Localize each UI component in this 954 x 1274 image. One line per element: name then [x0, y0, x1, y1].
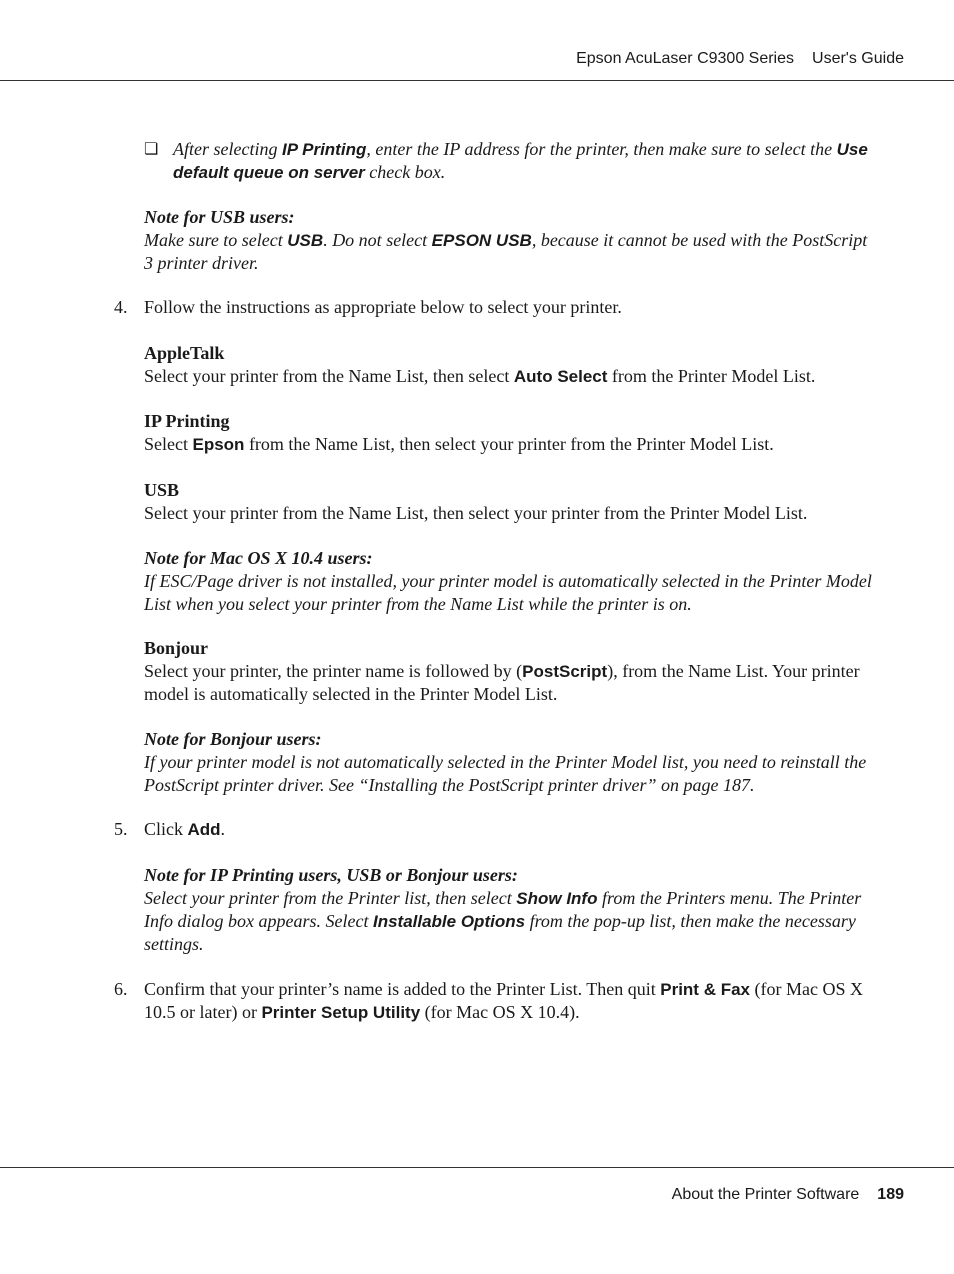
keyword-printer-setup-utility: Printer Setup Utility — [261, 1003, 421, 1022]
step-text-2: . — [220, 819, 226, 839]
section-text-1: Select — [144, 434, 193, 454]
section-body: Select your printer from the Name List, then select your printer from the Printer Model List. — [144, 503, 808, 523]
note-text-2: from the Printers menu. The Printer Info dialog box appears. Select — [144, 888, 862, 931]
section-body — [144, 365, 878, 388]
bullet-text-3: check box. — [364, 162, 446, 182]
section-title: Bonjour — [144, 638, 209, 658]
running-header — [576, 50, 904, 68]
footer-rule — [0, 1167, 954, 1168]
step-6-text — [144, 978, 878, 1024]
running-footer — [672, 1186, 904, 1204]
section-text-1: Select your printer from the Name List, then select — [144, 366, 514, 386]
header-product: Epson AcuLaser C9300 Series — [576, 50, 795, 67]
note-title: Note for IP Printing users, USB or Bonjour users: — [144, 865, 518, 885]
note-ip-usb-bonjour — [144, 864, 878, 956]
note-mac-os-x-10-4 — [144, 547, 878, 616]
section-appletalk — [144, 342, 878, 388]
note-title: Note for Bonjour users: — [144, 729, 322, 749]
keyword-show-info: Show Info — [516, 889, 598, 908]
note-bonjour — [144, 728, 878, 797]
section-bonjour — [144, 637, 878, 706]
step-text-2: (for Mac OS X 10.5 or later) or — [144, 979, 863, 1022]
step-number: 5. — [114, 819, 128, 839]
section-title: IP Printing — [144, 411, 230, 431]
note-text-3: from the pop-up list, then make the necessary settings. — [144, 911, 856, 954]
note-body: If your printer model is not automatically selected in the Printer Model list, you need to reinstall the PostScript printer driver. See “Installing the PostScript printer driver” on page 187. — [144, 752, 867, 795]
keyword-epson: Epson — [192, 435, 245, 454]
keyword-postscript: PostScript — [522, 662, 608, 681]
bullet-keyword-default-queue: Use default queue on server — [173, 140, 868, 182]
section-text-2: from the Printer Model List. — [607, 366, 816, 386]
note-title: Note for Mac OS X 10.4 users: — [144, 548, 373, 568]
note-title: Note for USB users: — [144, 207, 295, 227]
step-4-text: Follow the instructions as appropriate below to select your printer. — [144, 297, 622, 317]
note-body — [144, 887, 878, 956]
header-guide: User's Guide — [812, 50, 904, 67]
note-body — [144, 229, 878, 275]
section-usb — [144, 479, 878, 525]
step-text-1: Confirm that your printer’s name is added to the Printer List. Then quit — [144, 979, 661, 999]
section-text-2: from the Name List, then select your printer from the Printer Model List. — [244, 434, 774, 454]
note-text-1: Select your printer from the Printer list, then select — [144, 888, 517, 908]
section-title: USB — [144, 480, 180, 500]
step-5-text — [144, 818, 878, 841]
step-text-3: (for Mac OS X 10.4). — [420, 1002, 580, 1022]
checkbox-bullet-icon: ❏ — [144, 141, 159, 158]
bullet-text-2: , enter the IP address for the printer, then make sure to select the — [366, 139, 837, 159]
keyword-add: Add — [187, 820, 221, 839]
section-ip-printing — [144, 410, 878, 456]
step-number: 4. — [114, 297, 128, 317]
footer-section: About the Printer Software — [671, 1186, 860, 1203]
keyword-auto-select: Auto Select — [513, 367, 608, 386]
note-usb — [144, 206, 878, 275]
note-text-2: . Do not select — [323, 230, 432, 250]
note-text-1: Make sure to select — [144, 230, 288, 250]
page-number: 189 — [877, 1186, 904, 1203]
note-keyword-usb: USB — [287, 231, 324, 250]
section-body — [144, 660, 878, 706]
keyword-print-fax: Print & Fax — [660, 980, 750, 999]
note-text-3: , because it cannot be used with the PostScript 3 printer driver. — [144, 230, 868, 273]
bullet-ip-printing — [173, 138, 878, 184]
section-title: AppleTalk — [144, 343, 225, 363]
keyword-installable-options: Installable Options — [372, 912, 526, 931]
bullet-keyword-ip-printing: IP Printing — [281, 140, 367, 159]
step-number: 6. — [114, 979, 128, 999]
section-text-2: ), from the Name List. Your printer model is automatically selected in the Printer Model List. — [144, 661, 860, 704]
bullet-text-1: After selecting — [173, 139, 282, 159]
note-body: If ESC/Page driver is not installed, your printer model is automatically selected in the Printer Model List when you select your printer from the Name List while the printer is on. — [144, 571, 872, 614]
section-body — [144, 433, 878, 456]
header-rule — [0, 80, 954, 81]
section-text-1: Select your printer, the printer name is followed by ( — [144, 661, 523, 681]
step-text-1: Click — [144, 819, 188, 839]
note-keyword-epson-usb: EPSON USB — [431, 231, 532, 250]
